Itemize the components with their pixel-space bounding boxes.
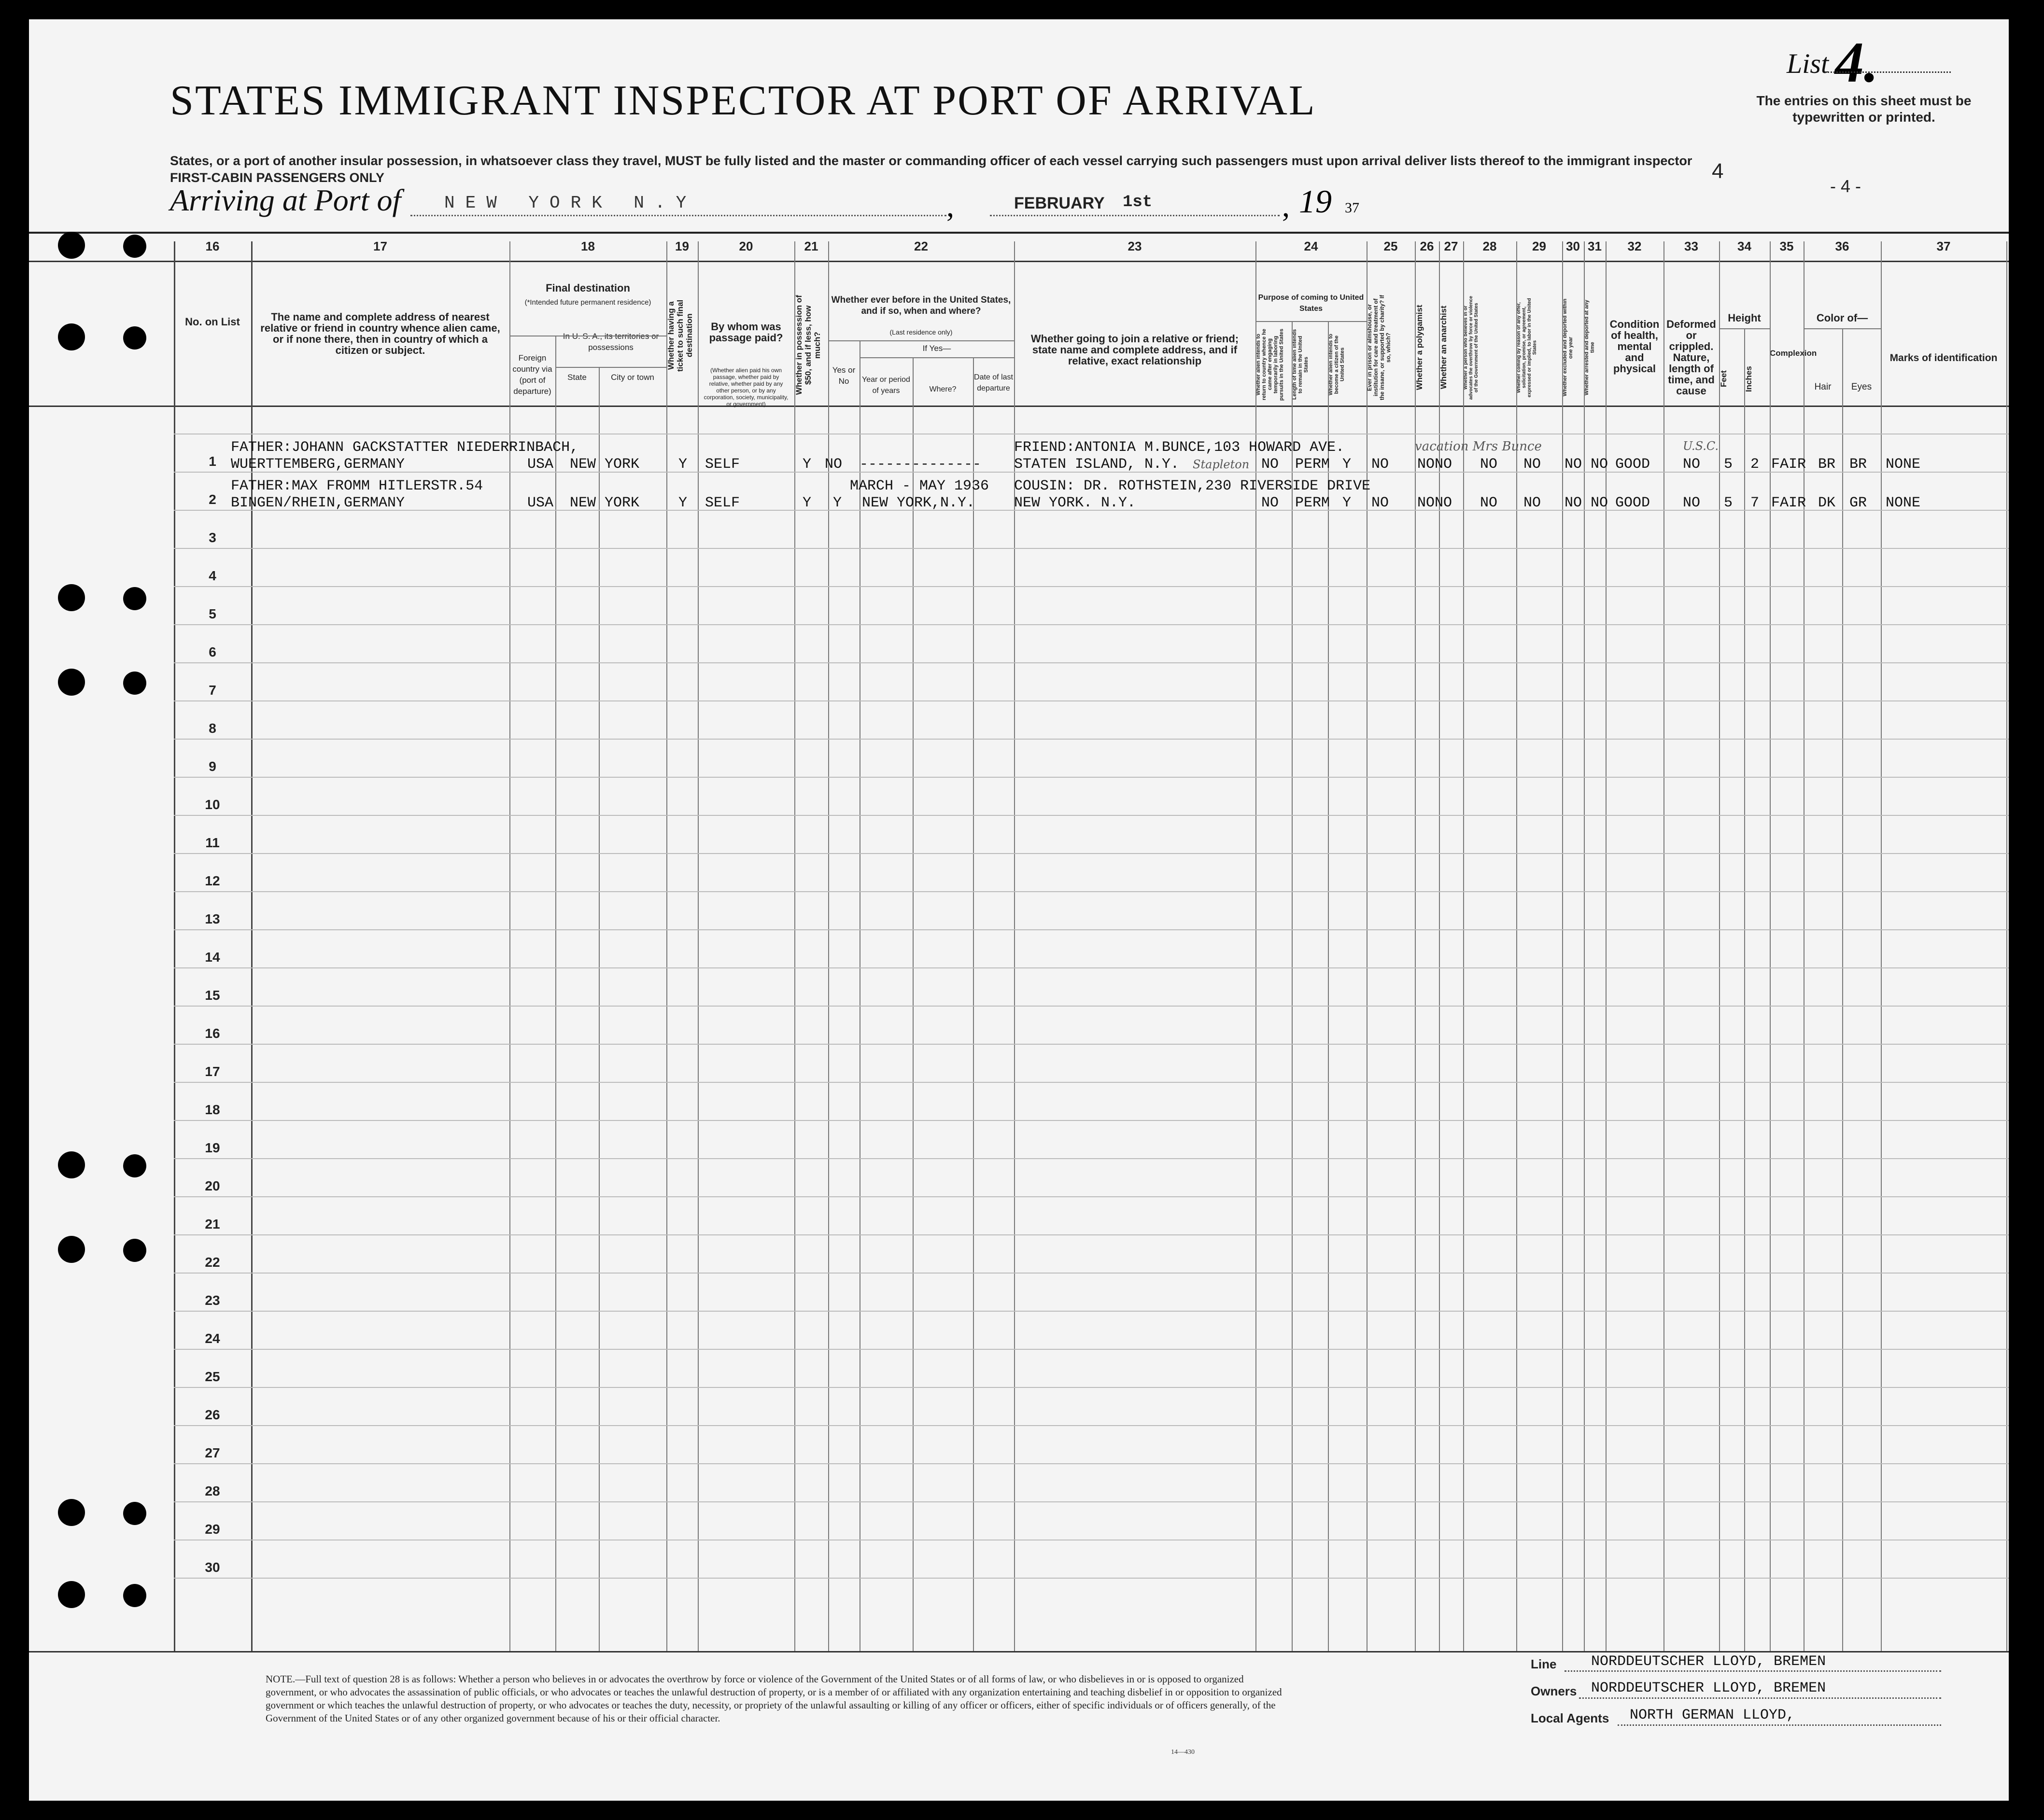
row-number: 10 bbox=[205, 797, 220, 812]
header-subnote-cabin: FIRST-CABIN PASSENGERS ONLY bbox=[170, 170, 385, 185]
col-num-34: 34 bbox=[1737, 239, 1751, 253]
col-num-26: 26 bbox=[1420, 239, 1434, 253]
binder-hole bbox=[123, 1154, 146, 1177]
row2-prison: NO bbox=[1371, 495, 1389, 511]
col-num-24: 24 bbox=[1304, 239, 1318, 253]
row1-complexion: FAIR bbox=[1771, 456, 1806, 473]
row1-feet: 5 bbox=[1724, 456, 1733, 473]
page-mark: 4 bbox=[1712, 159, 1724, 183]
binder-hole bbox=[58, 1236, 85, 1263]
row2-polygamist-anarchist: NONO bbox=[1417, 495, 1452, 511]
header-before-us: Whether ever before in the United States, and if so, when and where? bbox=[831, 295, 1011, 316]
row1-hair: BR bbox=[1818, 456, 1836, 473]
owners-value: NORDDEUTSCHER LLOYD, BREMEN bbox=[1591, 1680, 1826, 1696]
row2-health: GOOD bbox=[1615, 495, 1650, 511]
form-code: 14—430 bbox=[1171, 1749, 1195, 1756]
row1-deformed: NO bbox=[1683, 456, 1701, 473]
row1-join-line2: STATEN ISLAND, N.Y. bbox=[1014, 456, 1180, 473]
header-anarchist: Whether an anarchist bbox=[1439, 306, 1448, 390]
row-divider bbox=[174, 777, 2009, 778]
row-number: 26 bbox=[205, 1407, 220, 1422]
row-divider bbox=[174, 586, 2009, 587]
row1-purpose-c: Y bbox=[1342, 456, 1352, 473]
row-number: 19 bbox=[205, 1140, 220, 1155]
row-number: 7 bbox=[209, 683, 216, 698]
row-number: 6 bbox=[209, 644, 216, 659]
row-divider bbox=[174, 1578, 2009, 1579]
row-number: 13 bbox=[205, 911, 220, 926]
header-date-departure: Date of last departure bbox=[974, 373, 1013, 392]
row-number: 29 bbox=[205, 1522, 220, 1537]
footer-note: NOTE.—Full text of question 28 is as follows: Whether a person who believes in or advocates the overthrow by force or violence of the Government of the United States or of all forms of law, or who disbelieves in or is opposed to organized government, or who advocates the assassination of public officials, or who advocates or teaches the unlawful destruction of property, or is a member of or affiliated with any organization entertaining and teaching disbelief in or opposition to organized government or which teaches the unlawful destruction of property, or who advocates or teaches the duty, necessity, or propriety of the unlawful assaulting or killing of any officer or officers, either of specific individuals or of officers generally, of the Government of the United States or of any other organized government because of his or their official character. bbox=[266, 1673, 1282, 1724]
row-divider bbox=[174, 815, 2009, 816]
header-money: Whether in possession of $50, and if less, how much? bbox=[794, 295, 822, 395]
col-num-36: 36 bbox=[1835, 239, 1849, 253]
header-yes-no: Yes or No bbox=[832, 365, 856, 386]
header-ticket: Whether having a ticket to such final destination bbox=[666, 299, 694, 372]
header-purpose-a: Whether alien intends to return to country whence he came after engaging temporarily in laboring pursuits in the United States bbox=[1255, 328, 1284, 401]
row1-eyes: BR bbox=[1849, 456, 1867, 473]
header-purpose-b: Length of time alien intends to remain in the United States bbox=[1292, 329, 1309, 400]
header-where: Where? bbox=[929, 385, 957, 393]
row-divider bbox=[174, 891, 2009, 892]
row1-q30-31: NO NO bbox=[1565, 456, 1608, 473]
col-num-32: 32 bbox=[1627, 239, 1642, 253]
row2-marks: NONE bbox=[1886, 495, 1921, 511]
header-complexion: Complexion bbox=[1770, 349, 1817, 358]
header-final-destination-note: (*Intended future permanent residence) bbox=[524, 298, 651, 307]
row-divider bbox=[174, 1196, 2009, 1197]
row2-deformed: NO bbox=[1683, 495, 1701, 511]
arrival-year-suffix: 37 bbox=[1345, 200, 1359, 216]
row-number: 11 bbox=[205, 835, 220, 850]
header-subnote: States, or a port of another insular possession, in whatsoever class they travel, MUST be fully listed and the master or commanding officer of each vessel carrying such passengers must upon arrival deliver lists thereof to the immigrant inspector bbox=[170, 154, 1692, 168]
row2-before: Y bbox=[833, 495, 842, 511]
row-divider bbox=[174, 1273, 2009, 1274]
row-number: 9 bbox=[209, 759, 216, 774]
header-state: State bbox=[567, 373, 587, 382]
header-foreign-country: Foreign country via (port of departure) bbox=[512, 353, 552, 396]
row-divider bbox=[174, 700, 2009, 701]
row-number: 22 bbox=[205, 1255, 220, 1270]
list-label: List bbox=[1787, 48, 1829, 79]
binder-hole bbox=[58, 1151, 85, 1178]
binder-hole bbox=[123, 587, 146, 610]
row-number: 3 bbox=[209, 530, 216, 545]
row-number: 8 bbox=[209, 721, 216, 736]
row2-inches: 7 bbox=[1750, 495, 1760, 511]
row2-hair: DK bbox=[1818, 495, 1836, 511]
col-num-30: 30 bbox=[1566, 239, 1580, 253]
row-divider bbox=[174, 739, 2009, 740]
row-divider bbox=[174, 1082, 2009, 1083]
row-number: 15 bbox=[205, 988, 220, 1003]
row2-q29: NO bbox=[1523, 495, 1541, 511]
header-excluded: Whether excluded and deported within one year bbox=[1562, 298, 1574, 397]
binder-hole bbox=[58, 1499, 85, 1526]
date-underline bbox=[990, 215, 1280, 216]
header-passage-paid: By whom was passage paid? bbox=[709, 321, 783, 344]
header-join-relative: Whether going to join a relative or friend; state name and complete address, and if relative, exact relationship bbox=[1030, 333, 1239, 367]
row-divider bbox=[174, 1349, 2009, 1350]
header-labor-offer: Whether coming by reason of any offer, solicitation, promise, or agreement, expressed or implied, to labor in the United States bbox=[1516, 298, 1537, 397]
col-num-17: 17 bbox=[373, 239, 387, 253]
row1-dashes: -------------- bbox=[860, 456, 982, 473]
binder-hole bbox=[123, 1239, 146, 1262]
header-hair: Hair bbox=[1814, 382, 1832, 392]
list-line bbox=[1825, 71, 1951, 73]
row2-money: Y bbox=[803, 495, 812, 511]
header-in-usa: In U. S. A., its territories or possessions bbox=[563, 332, 659, 352]
row-number: 24 bbox=[205, 1331, 220, 1346]
agents-value: NORTH GERMAN LLOYD, bbox=[1630, 1707, 1795, 1723]
row2-purpose-a: NO bbox=[1261, 495, 1279, 511]
col-num-29: 29 bbox=[1532, 239, 1546, 253]
col-num-28: 28 bbox=[1482, 239, 1497, 253]
row-divider bbox=[174, 1387, 2009, 1388]
row1-money: Y bbox=[803, 456, 812, 473]
row-number: 1 bbox=[209, 454, 216, 469]
header-height: Height bbox=[1728, 312, 1761, 324]
col-num-27: 27 bbox=[1444, 239, 1458, 253]
row2-join-line1: COUSIN: DR. ROTHSTEIN,230 RIVERSIDE DRIVE bbox=[1014, 478, 1371, 494]
row2-eyes: GR bbox=[1849, 495, 1867, 511]
row1-q29: NO bbox=[1523, 456, 1541, 473]
row1-health: GOOD bbox=[1615, 456, 1650, 473]
header-color-of: Color of— bbox=[1816, 312, 1868, 324]
row-divider bbox=[174, 1234, 2009, 1235]
row-number: 17 bbox=[205, 1064, 220, 1079]
row-number: 27 bbox=[205, 1445, 220, 1460]
row-divider bbox=[174, 548, 2009, 549]
col-num-18: 18 bbox=[581, 239, 595, 253]
col-num-33: 33 bbox=[1684, 239, 1698, 253]
row-divider bbox=[174, 1501, 2009, 1502]
binder-hole bbox=[58, 232, 85, 259]
header-city: City or town bbox=[611, 373, 654, 382]
row-number: 30 bbox=[205, 1560, 220, 1575]
header-deformed: Deformed or crippled. Nature, length of time, and cause bbox=[1666, 318, 1716, 397]
header-health: Condition of health, mental and physical bbox=[1609, 318, 1660, 375]
line-label: Line bbox=[1531, 1657, 1557, 1671]
row-number: 28 bbox=[205, 1484, 220, 1498]
owners-label: Owners bbox=[1531, 1684, 1577, 1698]
arriving-label: Arriving at Port of bbox=[170, 183, 401, 217]
row1-paid: SELF bbox=[705, 456, 740, 473]
header-feet: Feet bbox=[1719, 370, 1728, 388]
row-number: 2 bbox=[209, 492, 216, 507]
header-arrested: Whether arrested and deported at any time bbox=[1584, 299, 1595, 396]
row2-relative-line1: FATHER:MAX FROMM HITLERSTR.54 bbox=[231, 478, 483, 494]
row1-handwritten-usc: U.S.C. bbox=[1683, 439, 1719, 453]
col-num-21: 21 bbox=[804, 239, 818, 253]
page-title: STATES IMMIGRANT INSPECTOR AT PORT OF ARRIVAL bbox=[170, 77, 1316, 124]
header-if-yes: If Yes— bbox=[922, 344, 951, 353]
row-number: 12 bbox=[205, 873, 220, 888]
header-year-period: Year or period of years bbox=[862, 376, 910, 395]
row1-ticket: Y bbox=[678, 456, 688, 473]
agents-label: Local Agents bbox=[1531, 1711, 1609, 1725]
binder-hole bbox=[58, 323, 85, 350]
row-number: 23 bbox=[205, 1293, 220, 1308]
list-number: 4. bbox=[1835, 30, 1878, 94]
row-divider bbox=[174, 1311, 2009, 1312]
col-num-22: 22 bbox=[914, 239, 928, 253]
header-inches: Inches bbox=[1744, 366, 1753, 392]
row1-handwritten-note: Stapleton bbox=[1193, 458, 1250, 471]
col-num-23: 23 bbox=[1128, 239, 1142, 253]
binder-hole bbox=[123, 1502, 146, 1525]
row2-ticket: Y bbox=[678, 495, 688, 511]
port-underline bbox=[410, 215, 946, 216]
row-divider bbox=[174, 1006, 2009, 1007]
header-nearest-relative: The name and complete address of nearest relative or friend in country whence alien came, or if none there, then in country of which a citizen or subject. bbox=[260, 311, 500, 356]
row-number: 18 bbox=[205, 1102, 220, 1117]
entries-note: The entries on this sheet must be typewritten or printed. bbox=[1756, 93, 1972, 125]
binder-hole bbox=[123, 1584, 146, 1607]
row2-complexion: FAIR bbox=[1771, 495, 1806, 511]
row-divider bbox=[174, 967, 2009, 968]
row-number: 25 bbox=[205, 1369, 220, 1384]
row-number: 4 bbox=[209, 568, 216, 583]
col-num-19: 19 bbox=[675, 239, 689, 253]
row-divider bbox=[174, 1120, 2009, 1121]
header-no-on-list: No. on List bbox=[185, 316, 240, 328]
row2-where: NEW YORK,N.Y. bbox=[862, 495, 975, 511]
arrival-day: 1st bbox=[1123, 193, 1153, 211]
header-prison: Ever in prison or almshouse, or institution for care and treatment of the insane, or supported by charity? If so, which? bbox=[1366, 294, 1392, 401]
row-divider bbox=[174, 662, 2009, 663]
line-value: NORDDEUTSCHER LLOYD, BREMEN bbox=[1591, 1653, 1826, 1670]
header-polygamist: Whether a polygamist bbox=[1415, 305, 1424, 391]
row1-before: NO bbox=[825, 456, 843, 473]
arrival-year-prefix: 19 bbox=[1299, 183, 1332, 220]
row-number: 14 bbox=[205, 950, 220, 965]
row-divider bbox=[174, 624, 2009, 625]
header-passage-note: (Whether alien paid his own passage, whether paid by relative, whether paid by any other person, or by any corporation, society, municipality, or government) bbox=[704, 367, 789, 407]
page-mark-secondary: - 4 - bbox=[1830, 176, 1861, 196]
binder-hole bbox=[123, 672, 146, 695]
row1-relative-line1: FATHER:JOHANN GACKSTATTER NIEDERRINBACH, bbox=[231, 439, 579, 456]
binder-hole bbox=[58, 584, 85, 611]
row1-purpose-a: NO bbox=[1261, 456, 1279, 473]
row-number: 16 bbox=[205, 1026, 220, 1041]
binder-hole bbox=[123, 235, 146, 258]
row2-feet: 5 bbox=[1724, 495, 1733, 511]
col-num-31: 31 bbox=[1588, 239, 1602, 253]
row1-purpose-b: PERM bbox=[1295, 456, 1330, 473]
row1-polygamist-anarchist: NONO bbox=[1417, 456, 1452, 473]
binder-hole bbox=[58, 1581, 85, 1608]
row1-prison: NO bbox=[1371, 456, 1389, 473]
binder-hole bbox=[123, 326, 146, 350]
binder-hole bbox=[58, 669, 85, 696]
row2-q28: NO bbox=[1480, 495, 1498, 511]
header-purpose-c: Whether alien intends to become a citizen of the United States bbox=[1328, 334, 1345, 395]
row-number: 5 bbox=[209, 606, 216, 621]
row2-join-line2: NEW YORK. N.Y. bbox=[1014, 495, 1136, 511]
row1-marks: NONE bbox=[1886, 456, 1921, 473]
row-divider bbox=[174, 1044, 2009, 1045]
col-num-37: 37 bbox=[1936, 239, 1951, 253]
header-overthrow: Whether a person who believes in or advocates the overthrow by force or violence of the Government of the United States bbox=[1463, 295, 1479, 400]
row2-q30-31: NO NO bbox=[1565, 495, 1608, 511]
row1-state: USA bbox=[527, 456, 554, 473]
row-number: 20 bbox=[205, 1178, 220, 1193]
row-number: 21 bbox=[205, 1217, 220, 1232]
row-divider bbox=[174, 853, 2009, 854]
row-divider bbox=[174, 929, 2009, 930]
header-final-destination: Final destination bbox=[546, 282, 630, 294]
row2-period: MARCH - MAY 1936 bbox=[850, 478, 989, 494]
row1-q28: NO bbox=[1480, 456, 1498, 473]
row-divider bbox=[174, 1158, 2009, 1159]
row1-handwritten-annotation: vacation Mrs Bunce bbox=[1415, 439, 1542, 454]
row2-purpose-c: Y bbox=[1342, 495, 1352, 511]
col-num-16: 16 bbox=[205, 239, 220, 253]
row1-relative-line2: WUERTTEMBERG,GERMANY bbox=[231, 456, 405, 473]
row1-join-line1: FRIEND:ANTONIA M.BUNCE,103 HOWARD AVE. bbox=[1014, 439, 1345, 456]
row-divider bbox=[174, 1425, 2009, 1426]
manifest-sheet: STATES IMMIGRANT INSPECTOR AT PORT OF ARRIVAL States, or a port of another insular possession, in whatsoever class they travel, MUST be fully listed and the master or commanding officer of each vessel carrying such passengers must upon arrival deliver lists thereof to the immigrant inspector FIRST-CABIN PASSENGERS ONLY List 4. The entries on this sheet must be typewritten or printed. 4 - 4 - Arriving at Port of NEW YORK N.Y , FEBRUARY 1st , 19 37 16 17 18 19 20 21 22 23 24 25 26 27 28 29 30 31 32 33 34 35 36 37 No. on List The name and complete address of nearest relative or friend in country whence alien came, or if none there, then in country of which a citizen or subject. Final destination (*Intended future permanent residence) Foreign country via (port of departure) In U. S. A., its territories or possessions State City or town Whether having a ticket to such final destination By whom was passage paid? (Whether alien paid his own passage, whether paid by relative, whether paid by any other person, or by any corporation, society, municipality, or government) Whether in possession of $50, and if less, how much? Whether ever before in the United States, and if so, when and where? (Last residence only) Yes or No If Yes— Year or period of years Where? Date of last departure Whether going to join a relative or friend; state name and complete address, and if relative, exact relationship Purpose of coming to United States Whether alien intends to return to country whence he came after engaging temporarily in laboring pursuits in the United States Length of time alien intends to remain in the United States Whether alien intends to become a citizen of the United States Ever in prison or almshouse, or institution for care and treatment of the insane, or supported by charity? If so, which? Whether a polygamist Whether an anarchist Whether a person who believes in or advocates the overthrow by force or violence of the Government of the United States Whether coming by reason of any offer, solicitation, promise, or agreement, expressed or implied, to labor in the United States Whether excluded and deported within one year Whether arrested and deported at any time Condition of health, mental and physical Deformed or crippled. Nature, length of time, and cause Height Feet Inches Complexion Color of— Hair Eyes Marks of identification 1 2 3 4 5 6 7 8 9 10 11 12 13 14 15 16 17 18 19 20 21 22 23 24 25 26 27 28 29 30 FATHER:JOHANN GACKSTATTER NIEDERRINBACH, WUERTTEMBERG,GERMANY USA NEW YORK Y SELF Y NO -------------- FRIEND:ANTONIA M.BUNCE,103 HOWARD AVE. STATEN ISLAND, N.Y. Stapleton vacation Mrs Bunce U.S.C. NO PERM Y NO NONO NO NO NO NO GOOD NO 5 2 FAIR BR BR NONE FATHER:MAX FROMM HITLERSTR.54 BINGEN/RHEIN,GERMANY USA NEW YORK Y SELF Y Y MARCH - MAY 1936 NEW YORK,N.Y. COUSIN: DR. ROTHSTEIN,230 RIVERSIDE DRIVE NEW YORK. N.Y. NO PERM Y NO NONO NO NO NO NO GOOD NO 5 7 FAIR DK GR NONE NOTE.—Full text of question 28 is as follows: Whether a person who believes in or advocates the overthrow by force or violence of the Government of the United States or of all forms of law, or who disbelieves in or is opposed to organized government, or who advocates the assassination of public officials, or who advocates or teaches the unlawful destruction of property, or is a member of or affiliated with any organization entertaining and teaching disbelief in or opposition to organized government or which teaches the unlawful destruction of property, or who advocates or teaches the duty, necessity, or propriety of the unlawful assaulting or killing of any officer or officers, either of specific individuals or of officers generally, of the Government of the United States or of any other organized government because of his or their official character. 14—430 Line NORDDEUTSCHER LLOYD, BREMEN Owners NORDDEUTSCHER LLOYD, BREMEN Local Agents NORTH GERMAN LLOYD, bbox=[29, 19, 2009, 1801]
row1-city: NEW YORK bbox=[570, 456, 640, 473]
col-num-25: 25 bbox=[1383, 239, 1398, 253]
row2-city: NEW YORK bbox=[570, 495, 640, 511]
header-purpose: Purpose of coming to United States bbox=[1258, 294, 1364, 313]
row2-paid: SELF bbox=[705, 495, 740, 511]
header-marks: Marks of identification bbox=[1889, 352, 1998, 364]
header-before-us-note: (Last residence only) bbox=[889, 328, 953, 336]
row1-inches: 2 bbox=[1750, 456, 1760, 473]
row2-purpose-b: PERM bbox=[1295, 495, 1330, 511]
row2-state: USA bbox=[527, 495, 554, 511]
arrival-month: FEBRUARY bbox=[1014, 194, 1105, 212]
arrival-port: NEW YORK N.Y bbox=[444, 193, 697, 213]
col-num-20: 20 bbox=[739, 239, 753, 253]
col-num-35: 35 bbox=[1779, 239, 1794, 253]
row2-relative-line2: BINGEN/RHEIN,GERMANY bbox=[231, 495, 405, 511]
header-eyes: Eyes bbox=[1851, 382, 1872, 392]
row-divider bbox=[174, 1463, 2009, 1464]
